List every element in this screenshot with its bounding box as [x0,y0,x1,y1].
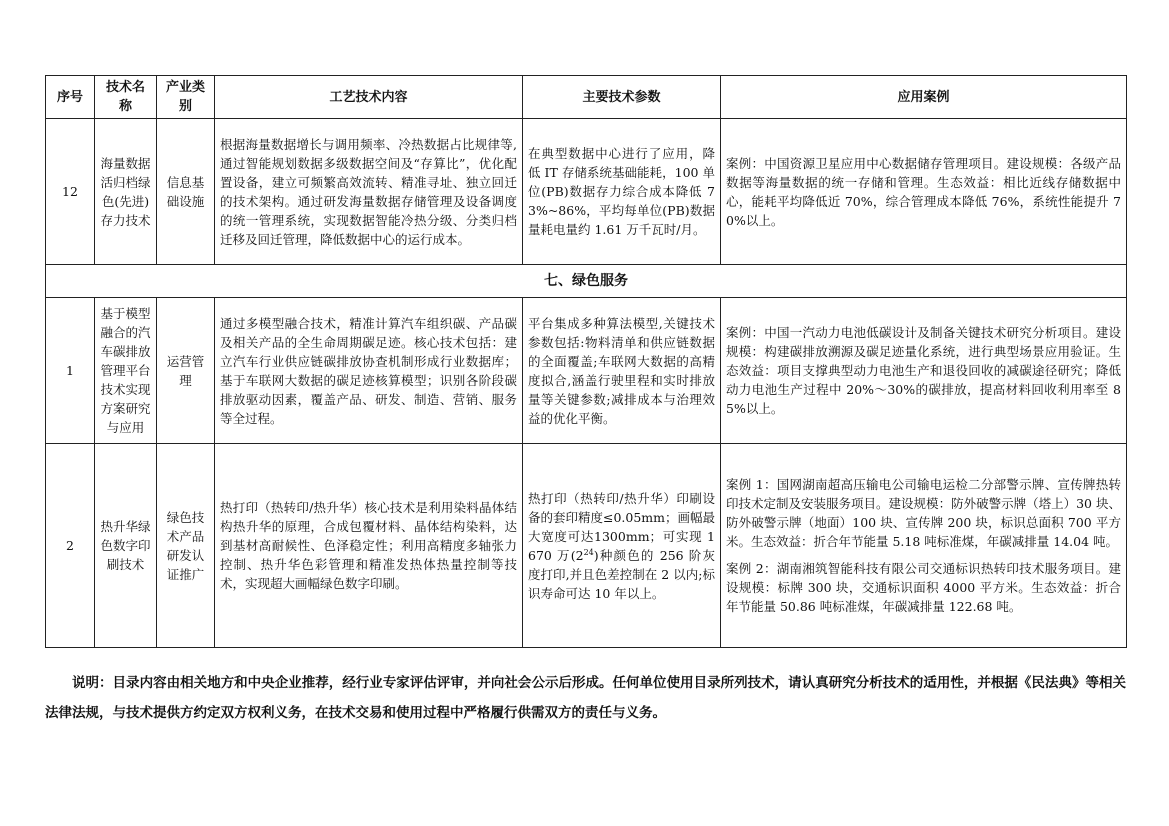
header-category: 产业类别 [157,76,215,119]
tech-params: 平台集成多种算法模型,关键技术参数包括:物料清单和供应链数据的全面覆盖;车联网大数据的高精度拟合,涵盖行驶里程和实时排放量等关键参数;减排成本与治理效益的优化平衡。 [523,298,721,444]
tech-params: 在典型数据中心进行了应用，降低 IT 存储系统基础能耗，100 单位(PB)数据存力综合成本降低 73%~86%，平均每单位(PB)数据量耗电量约 1.61 万千瓦时/月。 [523,119,721,265]
tech-name: 基于模型融合的汽车碳排放管理平台技术实现方案研究与应用 [95,298,157,444]
technology-catalog-table [45,75,1127,648]
process-content: 通过多模型融合技术，精准计算汽车组织碳、产品碳及相关产品的全生命周期碳足迹。核心技术包括：建立汽车行业供应链碳排放协查机制形成行业数据库；基于车联网大数据的碳足迹核算模型；识别各阶段碳排放驱动因素，覆盖产品、研发、制造、营销、服务等全过程。 [215,298,523,444]
header-cases: 应用案例 [721,76,1127,119]
table-row [46,444,1127,648]
header-row [46,76,1127,119]
industry-category: 绿色技术产品研发认证推广 [157,444,215,648]
params-part-b: )种颜色的 256 阶灰度打印,并且色差控制在 2 以内;标识寿命可达 10 年以上。 [528,547,715,601]
tech-name: 海量数据活归档绿色(先进)存力技术 [95,119,157,265]
industry-category: 运营管理 [157,298,215,444]
case-1: 案例 1：国网湖南超高压输电公司输电运检二分部警示牌、宣传牌热转印技术定制及安装服务项目。建设规模：防外破警示牌（塔上）30 块、防外破警示牌（地面）100 块、宣传牌 200 块，标识总面积 700 平方米。生态效益：折合年节能量 5.18 吨标准煤，年碳减排量 14.04 吨。 [726,477,1121,549]
table-row [46,119,1127,265]
row-no: 1 [46,298,95,444]
params-part-a: 热打印（热转印/热升华）印刷设备的套印精度≤0.05mm；画幅最大宽度可达1300mm；可实现 1670 万(2 [528,490,716,563]
tech-params [523,444,721,648]
application-cases: 案例：中国资源卫星应用中心数据储存管理项目。建设规模：各级产品数据等海量数据的统一存储和管理。生态效益：相比近线存储数据中心，能耗平均降低近 70%，综合管理成本降低 76%，系统性能提升 70%以上。 [721,119,1127,265]
header-name: 技术名称 [95,76,157,119]
section-title: 七、绿色服务 [46,265,1127,298]
row-no: 2 [46,444,95,648]
application-cases [721,444,1127,648]
params-exponent: 24 [583,547,594,557]
process-content: 热打印（热转印/热升华）核心技术是利用染料晶体结构热升华的原理，合成包覆材料、晶体结构染料，达到基材高耐候性、色泽稳定性；利用高精度多轴张力控制、热升华色彩管理和精准发热体热量控制等技术，实现超大画幅绿色数字印刷。 [215,444,523,648]
process-content: 根据海量数据增长与调用频率、冷热数据占比规律等,通过智能规划数据多级数据空间及“存算比”，优化配置设备，建立可频繁高效流转、精准寻址、独立回迁的技术架构。通过研发海量数据存储管理及设备调度的统一管理系统，实现数据智能冷热分级、分类归档迁移及回迁管理，降低数据中心的运行成本。 [215,119,523,265]
explanatory-note: 说明：目录内容由相关地方和中央企业推荐，经行业专家评估评审，并向社会公示后形成。任何单位使用目录所列技术，请认真研究分析技术的适用性，并根据《民法典》等相关法律法规，与技术提供方约定双方权利义务，在技术交易和使用过程中严格履行供需双方的责任与义务。 [45,675,1126,721]
application-cases: 案例：中国一汽动力电池低碳设计及制备关键技术研究分析项目。建设规模：构建碳排放溯源及碳足迹量化系统，进行典型场景应用验证。生态效益：项目支撑典型动力电池生产和退役回收的减碳途径研究；降低动力电池生产过程中 20%～30%的碳排放，提高材料回收利用率至 85%以上。 [721,298,1127,444]
header-params: 主要技术参数 [523,76,721,119]
industry-category: 信息基础设施 [157,119,215,265]
row-no: 12 [46,119,95,265]
tech-name: 热升华绿色数字印刷技术 [95,444,157,648]
table-row [46,298,1127,444]
section-row [46,265,1127,298]
header-content: 工艺技术内容 [215,76,523,119]
case-2: 案例 2：湖南湘筑智能科技有限公司交通标识热转印技术服务项目。建设规模：标牌 300 块，交通标识面积 4000 平方米。生态效益：折合年节能量 50.86 吨标准煤，年碳减排量 122.68 吨。 [726,561,1121,614]
header-no: 序号 [46,76,95,119]
